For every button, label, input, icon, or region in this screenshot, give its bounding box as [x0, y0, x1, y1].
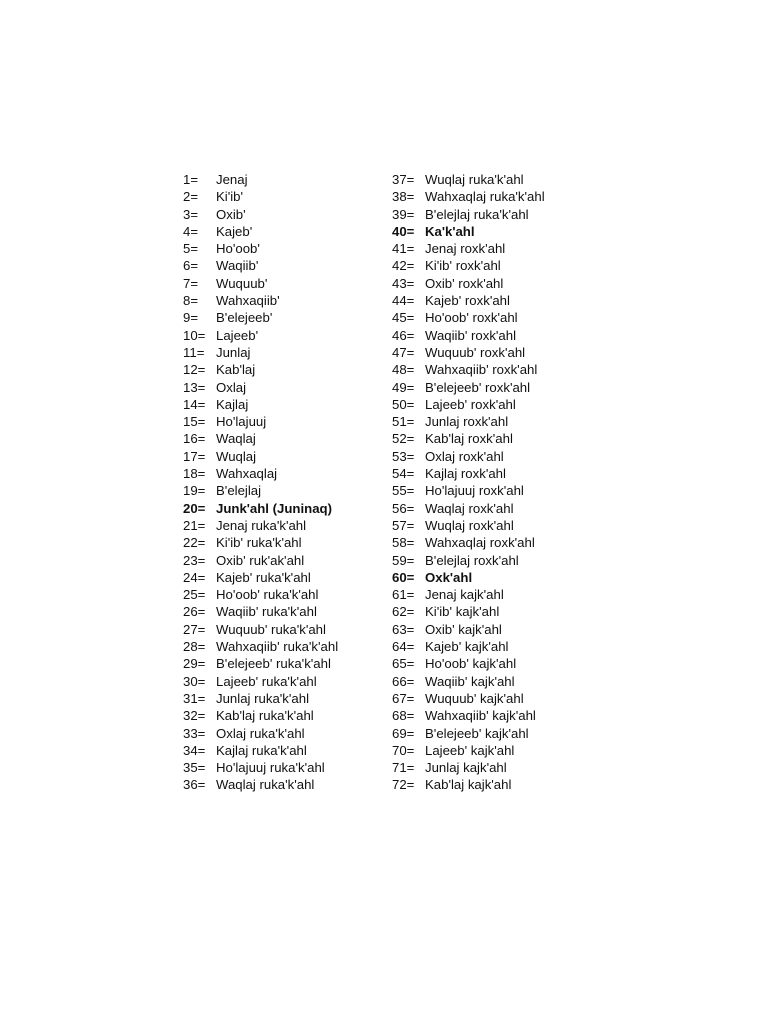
number-entry: [183, 361, 383, 378]
number-entry: [392, 759, 592, 776]
number-word: Kajeb' kajk'ahl: [425, 639, 509, 655]
number-word: Ka'k'ahl: [425, 223, 475, 239]
number-value: 15=: [183, 414, 206, 430]
number-value: 23=: [183, 552, 206, 568]
number-value: 45=: [392, 310, 415, 326]
number-entry: [392, 603, 592, 620]
number-entry: [392, 690, 592, 707]
number-entry: [183, 327, 383, 344]
number-value: 24=: [183, 569, 206, 585]
number-word: B'elejeeb' roxk'ahl: [425, 379, 531, 395]
number-entry: [183, 655, 383, 672]
number-value: 13=: [183, 379, 206, 395]
number-value: 39=: [392, 206, 415, 222]
number-value: 49=: [392, 379, 415, 395]
number-value: 61=: [392, 587, 415, 603]
number-word: B'elejeeb' ruka'k'ahl: [216, 656, 331, 672]
number-entry: [392, 309, 592, 326]
number-value: 32=: [183, 708, 206, 724]
number-entry: [392, 223, 592, 240]
number-value: 44=: [392, 293, 415, 309]
number-word: Wuquub' ruka'k'ahl: [216, 621, 326, 637]
number-entry: [183, 171, 383, 188]
number-entry: [392, 448, 592, 465]
number-entry: [392, 430, 592, 447]
number-entry: [392, 725, 592, 742]
number-value: 29=: [183, 656, 206, 672]
number-word: Waqiib' kajk'ahl: [425, 673, 515, 689]
number-word: Jenaj kajk'ahl: [425, 587, 504, 603]
number-word: Junlaj roxk'ahl: [425, 414, 509, 430]
number-value: 33=: [183, 725, 206, 741]
number-word: Junk'ahl (Juninaq): [216, 500, 332, 516]
number-entry: [183, 448, 383, 465]
number-word: Kajlaj roxk'ahl: [425, 466, 506, 482]
number-word: Wahxaqlaj: [216, 466, 278, 482]
number-entry: [183, 240, 383, 257]
number-entry: [183, 413, 383, 430]
number-word: Kab'laj ruka'k'ahl: [216, 708, 314, 724]
number-word: Waqiib' roxk'ahl: [425, 327, 517, 343]
number-entry: [183, 292, 383, 309]
number-value: 38=: [392, 189, 415, 205]
number-entry: [183, 396, 383, 413]
number-word: Kajlaj ruka'k'ahl: [216, 742, 307, 758]
number-value: 64=: [392, 639, 415, 655]
number-entry: [183, 465, 383, 482]
number-entry: [183, 725, 383, 742]
number-word: Kajeb': [216, 223, 253, 239]
number-value: 56=: [392, 500, 415, 516]
number-entry: [183, 569, 383, 586]
number-entry: [392, 257, 592, 274]
number-entry: [183, 379, 383, 396]
number-word: Waqlaj: [216, 431, 256, 447]
number-value: 5=: [183, 241, 199, 257]
number-value: 59=: [392, 552, 415, 568]
number-word: Ho'oob' kajk'ahl: [425, 656, 517, 672]
number-word: Ho'lajuuj roxk'ahl: [425, 483, 524, 499]
number-word: Wuquub' roxk'ahl: [425, 344, 526, 360]
number-word: Wahxaqiib' kajk'ahl: [425, 708, 536, 724]
number-value: 6=: [183, 258, 199, 274]
numbers-list-right-column: [392, 171, 592, 794]
number-value: 27=: [183, 621, 206, 637]
number-value: 1=: [183, 172, 199, 187]
number-entry: [392, 482, 592, 499]
number-entry: [392, 673, 592, 690]
number-word: Lajeeb' kajk'ahl: [425, 742, 515, 758]
number-word: Lajeeb' roxk'ahl: [425, 396, 516, 412]
number-word: Jenaj: [216, 172, 248, 187]
number-value: 46=: [392, 327, 415, 343]
number-entry: [392, 534, 592, 551]
number-entry: [183, 430, 383, 447]
number-entry: [392, 188, 592, 205]
number-word: Oxib' roxk'ahl: [425, 275, 504, 291]
number-word: Ki'ib' kajk'ahl: [425, 604, 500, 620]
number-entry: [183, 603, 383, 620]
number-word: Wahxaqiib': [216, 293, 280, 309]
number-word: Oxk'ahl: [425, 569, 473, 585]
number-value: 37=: [392, 172, 415, 187]
number-value: 8=: [183, 293, 199, 309]
number-value: 58=: [392, 535, 415, 551]
number-entry: [392, 655, 592, 672]
number-word: Wuqlaj: [216, 448, 257, 464]
number-entry: [392, 621, 592, 638]
number-entry: [392, 586, 592, 603]
number-entry: [183, 482, 383, 499]
number-word: Kajeb' ruka'k'ahl: [216, 569, 311, 585]
number-word: Oxlaj: [216, 379, 247, 395]
number-word: Oxib' ruk'ak'ahl: [216, 552, 305, 568]
number-word: Ho'oob' ruka'k'ahl: [216, 587, 319, 603]
number-word: Junlaj ruka'k'ahl: [216, 690, 310, 706]
number-value: 12=: [183, 362, 206, 378]
number-entry: [392, 742, 592, 759]
number-word: Wuquub' kajk'ahl: [425, 690, 524, 706]
number-entry: [392, 569, 592, 586]
number-entry: [183, 275, 383, 292]
number-entry: [392, 465, 592, 482]
number-entry: [183, 309, 383, 326]
number-value: 71=: [392, 760, 415, 776]
number-word: Waqlaj ruka'k'ahl: [216, 777, 315, 793]
number-value: 10=: [183, 327, 206, 343]
number-word: Ho'oob' roxk'ahl: [425, 310, 518, 326]
number-value: 35=: [183, 760, 206, 776]
number-word: Waqiib': [216, 258, 259, 274]
number-value: 66=: [392, 673, 415, 689]
number-word: B'elejlaj ruka'k'ahl: [425, 206, 529, 222]
number-entry: [183, 759, 383, 776]
number-value: 25=: [183, 587, 206, 603]
number-value: 3=: [183, 206, 199, 222]
number-value: 68=: [392, 708, 415, 724]
number-word: Oxib': [216, 206, 246, 222]
number-value: 14=: [183, 396, 206, 412]
number-value: 18=: [183, 466, 206, 482]
number-word: Kab'laj: [216, 362, 256, 378]
number-value: 30=: [183, 673, 206, 689]
number-value: 51=: [392, 414, 415, 430]
number-word: B'elejeeb': [216, 310, 273, 326]
number-value: 17=: [183, 448, 206, 464]
number-word: Kajeb' roxk'ahl: [425, 293, 510, 309]
number-entry: [183, 257, 383, 274]
number-entry: [183, 517, 383, 534]
number-word: Wuquub': [216, 275, 268, 291]
number-value: 31=: [183, 690, 206, 706]
number-word: Junlaj: [216, 344, 251, 360]
number-entry: [392, 344, 592, 361]
number-entry: [392, 517, 592, 534]
number-entry: [392, 638, 592, 655]
number-word: Jenaj roxk'ahl: [425, 241, 506, 257]
number-entry: [183, 586, 383, 603]
number-value: 63=: [392, 621, 415, 637]
number-entry: [183, 776, 383, 793]
number-value: 16=: [183, 431, 206, 447]
number-entry: [183, 707, 383, 724]
number-word: Oxlaj ruka'k'ahl: [216, 725, 305, 741]
number-value: 57=: [392, 517, 415, 533]
number-entry: [392, 552, 592, 569]
number-word: Ho'lajuuj ruka'k'ahl: [216, 760, 325, 776]
number-word: Ho'oob': [216, 241, 260, 257]
number-entry: [183, 673, 383, 690]
number-entry: [183, 742, 383, 759]
number-word: Lajeeb': [216, 327, 259, 343]
number-word: Kab'laj roxk'ahl: [425, 431, 513, 447]
number-word: Wuqlaj roxk'ahl: [425, 517, 514, 533]
number-value: 72=: [392, 777, 415, 793]
number-entry: [183, 500, 383, 517]
number-word: Oxib' kajk'ahl: [425, 621, 502, 637]
number-value: 67=: [392, 690, 415, 706]
number-entry: [392, 240, 592, 257]
number-value: 55=: [392, 483, 415, 499]
number-value: 69=: [392, 725, 415, 741]
number-entry: [183, 621, 383, 638]
number-word: Ho'lajuuj: [216, 414, 267, 430]
number-value: 7=: [183, 275, 199, 291]
number-entry: [392, 500, 592, 517]
number-word: B'elejeeb' kajk'ahl: [425, 725, 529, 741]
number-value: 22=: [183, 535, 206, 551]
number-word: Wahxaqlaj ruka'k'ahl: [425, 189, 545, 205]
number-value: 54=: [392, 466, 415, 482]
number-entry: [183, 206, 383, 223]
number-value: 28=: [183, 639, 206, 655]
number-word: Jenaj ruka'k'ahl: [216, 517, 307, 533]
number-entry: [183, 344, 383, 361]
number-value: 9=: [183, 310, 199, 326]
number-word: B'elejlaj: [216, 483, 262, 499]
number-entry: [392, 413, 592, 430]
number-word: Wahxaqlaj roxk'ahl: [425, 535, 535, 551]
number-entry: [392, 206, 592, 223]
number-value: 21=: [183, 517, 206, 533]
number-entry: [392, 275, 592, 292]
number-entry: [392, 776, 592, 793]
number-word: Ki'ib': [216, 189, 244, 205]
number-value: 50=: [392, 396, 415, 412]
number-entry: [392, 361, 592, 378]
number-entry: [183, 534, 383, 551]
number-word: Kajlaj: [216, 396, 249, 412]
number-value: 62=: [392, 604, 415, 620]
number-entry: [392, 171, 592, 188]
number-entry: [392, 292, 592, 309]
number-entry: [183, 552, 383, 569]
number-word: Lajeeb' ruka'k'ahl: [216, 673, 317, 689]
number-value: 47=: [392, 344, 415, 360]
number-word: Waqiib' ruka'k'ahl: [216, 604, 317, 620]
number-value: 20=: [183, 500, 206, 516]
number-value: 41=: [392, 241, 415, 257]
number-entry: [183, 223, 383, 240]
number-value: 36=: [183, 777, 206, 793]
number-entry: [392, 379, 592, 396]
number-value: 65=: [392, 656, 415, 672]
number-word: Wuqlaj ruka'k'ahl: [425, 172, 524, 187]
numbers-list-left-column: [183, 171, 383, 794]
number-entry: [183, 188, 383, 205]
number-entry: [392, 707, 592, 724]
number-value: 48=: [392, 362, 415, 378]
number-value: 19=: [183, 483, 206, 499]
number-word: Kab'laj kajk'ahl: [425, 777, 512, 793]
number-value: 34=: [183, 742, 206, 758]
number-value: 40=: [392, 223, 415, 239]
number-word: Ki'ib' roxk'ahl: [425, 258, 501, 274]
number-entry: [392, 396, 592, 413]
number-word: Oxlaj roxk'ahl: [425, 448, 504, 464]
number-word: Wahxaqiib' ruka'k'ahl: [216, 639, 339, 655]
number-entry: [183, 690, 383, 707]
number-value: 4=: [183, 223, 199, 239]
number-value: 2=: [183, 189, 199, 205]
number-word: Junlaj kajk'ahl: [425, 760, 507, 776]
number-value: 11=: [183, 344, 205, 360]
number-value: 53=: [392, 448, 415, 464]
number-word: B'elejlaj roxk'ahl: [425, 552, 519, 568]
number-word: Waqlaj roxk'ahl: [425, 500, 514, 516]
number-value: 52=: [392, 431, 415, 447]
number-entry: [392, 327, 592, 344]
number-word: Ki'ib' ruka'k'ahl: [216, 535, 302, 551]
number-word: Wahxaqiib' roxk'ahl: [425, 362, 538, 378]
number-value: 43=: [392, 275, 415, 291]
number-value: 42=: [392, 258, 415, 274]
number-value: 70=: [392, 742, 415, 758]
number-entry: [183, 638, 383, 655]
number-value: 26=: [183, 604, 206, 620]
number-value: 60=: [392, 569, 415, 585]
